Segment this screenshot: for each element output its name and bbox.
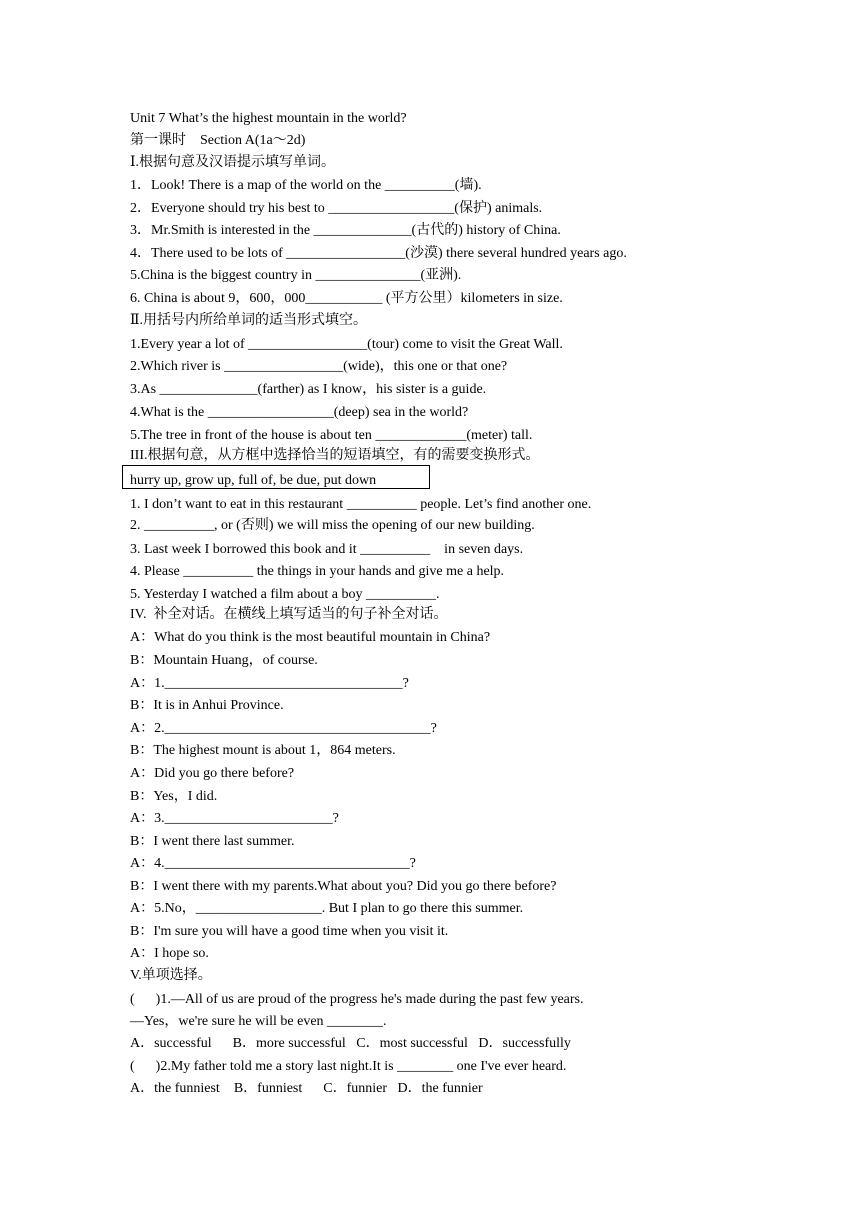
part1-item: 1．Look! There is a map of the world on the __________(墙). xyxy=(130,178,482,193)
part1-item: 4．There used to be lots of _________________(沙漠) there several hundred years ago. xyxy=(130,246,627,261)
dialogue-line: B：The highest mount is about 1，864 meters. xyxy=(130,743,396,758)
part2-item: 4.What is the __________________(deep) sea in the world? xyxy=(130,405,469,420)
part1-heading: Ⅰ.根据句意及汉语提示填写单词。 xyxy=(130,155,336,170)
dialogue-line: B：Yes，I did. xyxy=(130,789,218,804)
lesson-subtitle: 第一课时 Section A(1a～2d) xyxy=(130,133,306,148)
dialogue-line: A：3.________________________? xyxy=(130,811,339,826)
part1-item: 5.China is the biggest country in _______________(亚洲). xyxy=(130,268,462,283)
mc-options: A．the funniest B．funniest C．funnier D．the funnier xyxy=(130,1081,483,1096)
part2-item: 1.Every year a lot of _________________(tour) come to visit the Great Wall. xyxy=(130,337,563,352)
mc-question: ( )1.—All of us are proud of the progress he's made during the past few years. xyxy=(130,992,584,1007)
part3-item: 3. Last week I borrowed this book and it __________ in seven days. xyxy=(130,542,524,557)
part1-item: 3．Mr.Smith is interested in the ______________(古代的) history of China. xyxy=(130,223,561,238)
dialogue-line: A：2.______________________________________? xyxy=(130,721,437,736)
part5-heading: V.单项选择。 xyxy=(130,968,212,983)
dialogue-line: B：It is in Anhui Province. xyxy=(130,698,284,713)
dialogue-line: A：5.No，__________________. But I plan to go there this summer. xyxy=(130,901,524,916)
dialogue-line: A：I hope so. xyxy=(130,946,209,961)
part3-heading: III.根据句意，从方框中选择恰当的短语填空，有的需要变换形式。 xyxy=(130,448,540,463)
part3-item: 1. I don’t want to eat in this restaurant __________ people. Let’s find another one. xyxy=(130,497,592,512)
dialogue-line: B：I went there last summer. xyxy=(130,834,295,849)
part2-item: 2.Which river is _________________(wide)，this one or that one? xyxy=(130,359,508,374)
part4-heading: IV. 补全对话。在横线上填写适当的句子补全对话。 xyxy=(130,607,448,622)
dialogue-line: A：1.__________________________________? xyxy=(130,676,409,691)
dialogue-line: B：I'm sure you will have a good time when you visit it. xyxy=(130,924,449,939)
part3-item: 4. Please __________ the things in your hands and give me a help. xyxy=(130,564,505,579)
part1-item: 2．Everyone should try his best to __________________(保护) animals. xyxy=(130,201,543,216)
mc-question: —Yes，we're sure he will be even ________. xyxy=(130,1014,387,1029)
part2-item: 3.As ______________(farther) as I know，his sister is a guide. xyxy=(130,382,487,397)
part3-item: 5. Yesterday I watched a film about a boy __________. xyxy=(130,587,440,602)
unit-title: Unit 7 What’s the highest mountain in the world? xyxy=(130,111,407,126)
part1-item: 6. China is about 9，600，000___________ (平方公里）kilometers in size. xyxy=(130,291,563,306)
dialogue-line: A：Did you go there before? xyxy=(130,766,295,781)
mc-options: A．successful B．more successful C．most successful D．successfully xyxy=(130,1036,571,1051)
dialogue-line: B：Mountain Huang，of course. xyxy=(130,653,318,668)
dialogue-line: A：4.___________________________________? xyxy=(130,856,416,871)
dialogue-line: A：What do you think is the most beautiful mountain in China? xyxy=(130,630,491,645)
part2-heading: Ⅱ.用括号内所给单词的适当形式填空。 xyxy=(130,313,368,328)
mc-question: ( )2.My father told me a story last night.It is ________ one I've ever heard. xyxy=(130,1059,567,1074)
phrase-box-text: hurry up, grow up, full of, be due, put down xyxy=(130,473,377,488)
dialogue-line: B：I went there with my parents.What about you? Did you go there before? xyxy=(130,879,557,894)
part2-item: 5.The tree in front of the house is about ten _____________(meter) tall. xyxy=(130,428,533,443)
part3-item: 2. __________, or (否则) we will miss the opening of our new building. xyxy=(130,518,535,533)
